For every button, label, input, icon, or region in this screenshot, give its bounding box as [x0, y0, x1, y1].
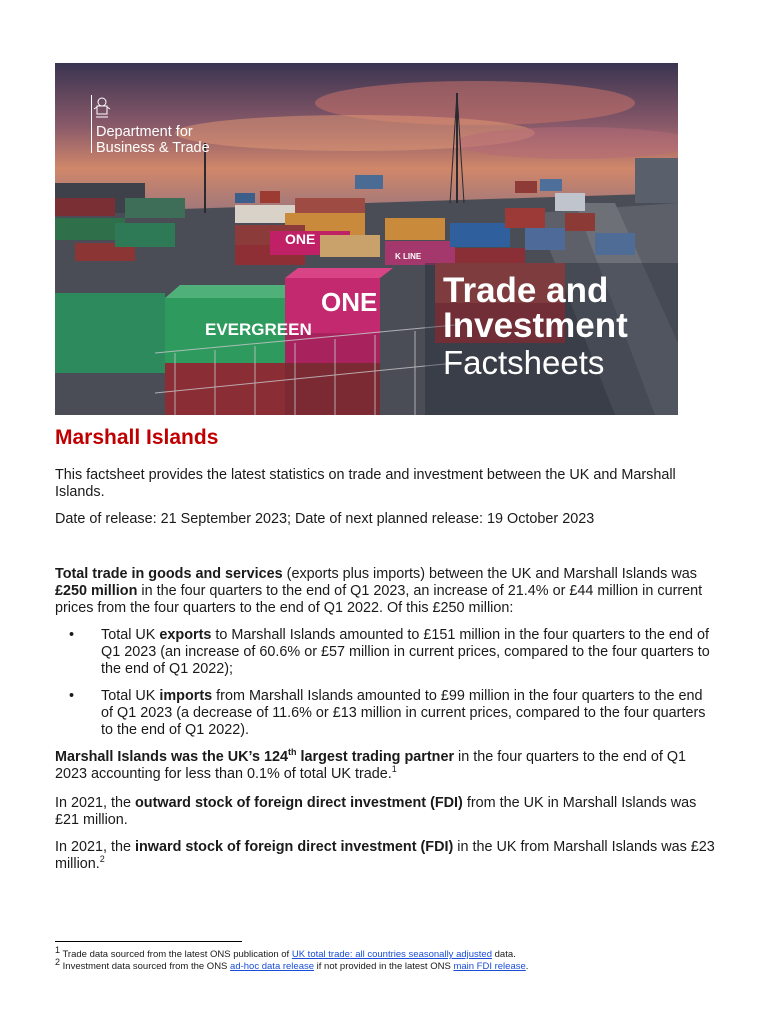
logo-line-2: Business & Trade: [96, 140, 210, 156]
main-fdi-release-link[interactable]: main FDI release: [453, 961, 526, 972]
inward-bold: inward stock of foreign direct investment (FDI): [135, 839, 454, 855]
logo-line-1: Department for: [96, 124, 193, 140]
outward-fdi-paragraph: [55, 795, 715, 829]
bullet-text: [101, 688, 715, 739]
total-trade-value: £250 million: [55, 583, 138, 599]
footnote-1: [55, 944, 715, 961]
partner-bold-1: Marshall Islands was the UK’s 124: [55, 749, 289, 765]
partner-bold-2: largest trading partner: [296, 749, 455, 765]
uk-total-trade-link[interactable]: UK total trade: all countries seasonally adjusted: [291, 949, 492, 960]
outward-bold: outward stock of foreign direct investment (FDI): [135, 795, 463, 811]
footnote-divider: [55, 941, 242, 942]
bullet-exports: [55, 627, 715, 678]
footnote-text: data.: [491, 949, 516, 960]
bullet-post: to Marshall Islands amounted to £151 million in the four quarters to the end of Q1 2023 (an increase of 60.6% or £57 million in current prices, compared to the four quarters to the end of Q1 2022);: [101, 627, 710, 677]
ad-hoc-data-release-link[interactable]: ad-hoc data release: [230, 961, 315, 972]
footnote-text: Investment data sourced from the ONS: [60, 961, 231, 972]
footnote-text: Trade data sourced from the latest ONS publication of: [60, 949, 292, 960]
bullet-post: from Marshall Islands amounted to £99 million in the four quarters to the end of Q1 2023 (a decrease of 11.6% or £13 million in current prices, compared to the four quarters to the end of Q1 2022).: [101, 688, 706, 738]
royal-crest-icon: [91, 95, 113, 121]
hero-title-line-1: Trade and: [443, 271, 609, 310]
bullet-imports: [55, 688, 715, 739]
inward-text-2: in the UK from Marshall Islands was £23 million.: [55, 839, 715, 872]
hero-banner: [55, 63, 678, 415]
footnote-2: [55, 956, 715, 973]
outward-text-2: from the UK in Marshall Islands was £21 million.: [55, 795, 697, 828]
footnote-number: 2: [55, 956, 61, 967]
total-trade-text-1: (exports plus imports) between the UK and Marshall Islands was: [282, 566, 697, 582]
partner-text: in the four quarters to the end of Q1 2023 accounting for less than 0.1% of total UK trade.: [55, 749, 687, 782]
footnote-ref-2: 2: [99, 854, 105, 865]
hero-title-line-2: Investment: [443, 306, 628, 345]
bullet-dot: •: [69, 688, 75, 704]
hero-title: [443, 273, 628, 380]
container-label: ONE: [285, 231, 316, 247]
intro-paragraph: This factsheet provides the latest statistics on trade and investment between the UK and Marshall Islands.: [55, 467, 676, 500]
outward-text-1: In 2021, the: [55, 795, 136, 811]
bullet-text: [101, 627, 715, 678]
inward-fdi-paragraph: [55, 839, 715, 873]
footnote-ref-1: 1: [391, 764, 397, 775]
container-label: EVERGREEN: [205, 320, 312, 339]
dbt-logo: [91, 95, 210, 156]
bullet-dot: •: [69, 627, 75, 643]
footnote-text: .: [525, 961, 529, 972]
bullet-bold: exports: [159, 627, 212, 643]
footnote-text: if not provided in the latest ONS: [314, 961, 454, 972]
bullet-bold: imports: [159, 688, 213, 704]
hero-title-line-3: Factsheets: [443, 344, 605, 381]
bullet-pre: Total UK: [101, 627, 160, 643]
bullet-pre: Total UK: [101, 688, 160, 704]
release-dates: Date of release: 21 September 2023; Date of next planned release: 19 October 2023: [55, 511, 595, 527]
container-label: ONE: [321, 287, 378, 317]
footnote-number: 1: [55, 944, 61, 955]
country-heading: Marshall Islands: [55, 426, 219, 449]
total-trade-paragraph: [55, 566, 715, 617]
total-trade-text-2: in the four quarters to the end of Q1 2023, an increase of 21.4% or £44 million in current prices from the four quarters to the end of Q1 2022. Of this £250 million:: [55, 583, 703, 616]
partner-rank-suffix: th: [288, 747, 297, 758]
total-trade-bold: Total trade in goods and services: [55, 566, 283, 582]
trading-partner-paragraph: [55, 749, 715, 783]
inward-text-1: In 2021, the: [55, 839, 136, 855]
container-label: K LINE: [395, 252, 422, 261]
logo-text: [96, 124, 210, 156]
